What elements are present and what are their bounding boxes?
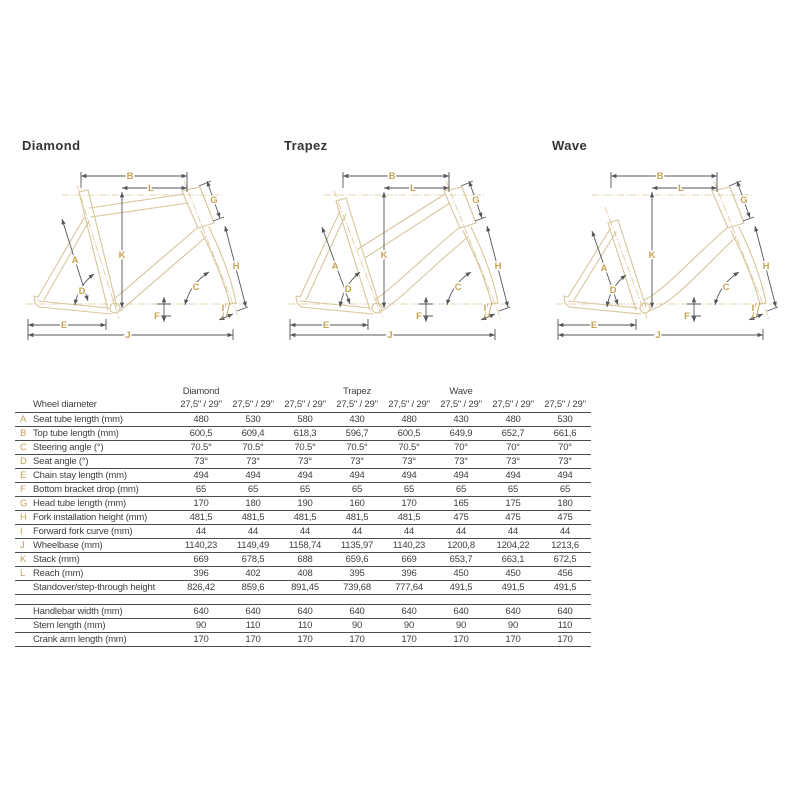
components-table-body: [15, 605, 591, 647]
value-cell: 480: [383, 413, 435, 427]
row-label-cell: [15, 398, 175, 413]
frame-type-header-cell: [487, 386, 539, 398]
wheel-diameter-cell: 27,5" / 29": [383, 398, 435, 413]
value-cell: 640: [435, 605, 487, 619]
dim-label-e: E: [60, 320, 68, 331]
row-label-cell: [15, 567, 175, 581]
value-cell: 530: [539, 413, 591, 427]
dim-label-g: G: [210, 195, 218, 206]
dim-label-i: I: [483, 303, 487, 314]
value-cell: 408: [279, 567, 331, 581]
value-cell: 1140,23: [383, 539, 435, 553]
row-label-cell: [15, 619, 175, 633]
dim-label-a: A: [331, 261, 339, 272]
value-cell: 160: [331, 497, 383, 511]
frame-type-header-cell: Wave: [449, 386, 473, 397]
value-cell: 165: [435, 497, 487, 511]
value-cell: 826,42: [175, 581, 227, 595]
row-label-cell: [15, 525, 175, 539]
value-cell: 640: [227, 605, 279, 619]
row-label-cell: [15, 455, 175, 469]
dim-label-l: L: [148, 183, 154, 194]
dim-label-f: F: [416, 311, 422, 322]
value-cell: 190: [279, 497, 331, 511]
value-cell: 1204,22: [487, 539, 539, 553]
row-label-cell: [15, 511, 175, 525]
value-cell: 640: [279, 605, 331, 619]
value-cell: 777,64: [383, 581, 435, 595]
diagram-title-diamond: Diamond: [22, 138, 81, 153]
value-cell: 494: [383, 469, 435, 483]
value-cell: 65: [279, 483, 331, 497]
value-cell: 170: [487, 633, 539, 647]
value-cell: 90: [487, 619, 539, 633]
value-cell: 494: [539, 469, 591, 483]
value-cell: 640: [539, 605, 591, 619]
table-row: [15, 469, 591, 483]
value-cell: 739,68: [331, 581, 383, 595]
dim-label-b: B: [126, 171, 134, 182]
value-cell: 65: [487, 483, 539, 497]
value-cell: 170: [279, 633, 331, 647]
value-cell: 530: [227, 413, 279, 427]
value-cell: 73°: [331, 455, 383, 469]
value-cell: 1200,8: [435, 539, 487, 553]
value-cell: 73°: [279, 455, 331, 469]
value-cell: 640: [331, 605, 383, 619]
row-letter: D: [20, 456, 27, 467]
value-cell: 70.5°: [227, 441, 279, 455]
value-cell: 1149,49: [227, 539, 279, 553]
wheel-diameter-cell: 27,5" / 29": [331, 398, 383, 413]
diagram-wave: [548, 138, 788, 356]
value-cell: 494: [227, 469, 279, 483]
value-cell: 678,5: [227, 553, 279, 567]
value-cell: 481,5: [331, 511, 383, 525]
value-cell: 480: [175, 413, 227, 427]
value-cell: 90: [383, 619, 435, 633]
value-cell: 44: [279, 525, 331, 539]
value-cell: 44: [435, 525, 487, 539]
row-label-cell: [15, 581, 175, 595]
row-label: Top tube length (mm): [33, 428, 119, 439]
dim-label-h: H: [762, 261, 770, 272]
value-cell: 70°: [539, 441, 591, 455]
table-row: [15, 511, 591, 525]
row-label: Fork installation height (mm): [33, 512, 148, 523]
value-cell: 609,4: [227, 427, 279, 441]
dim-label-g: G: [472, 195, 480, 206]
value-cell: 669: [175, 553, 227, 567]
row-letter: E: [20, 470, 27, 481]
value-cell: 659,6: [331, 553, 383, 567]
wheel-diameter-cell: 27,5" / 29": [279, 398, 331, 413]
table-row: [15, 633, 591, 647]
row-letter: I: [20, 526, 23, 537]
table-row: [15, 581, 591, 595]
dim-label-c: C: [192, 282, 200, 293]
dim-label-b: B: [656, 171, 664, 182]
value-cell: 494: [279, 469, 331, 483]
row-letter: C: [20, 442, 27, 453]
value-cell: 170: [435, 633, 487, 647]
dim-label-j: J: [125, 330, 131, 341]
row-label: Wheelbase (mm): [33, 540, 103, 551]
value-cell: 90: [435, 619, 487, 633]
dim-label-j: J: [655, 330, 661, 341]
value-cell: 475: [539, 511, 591, 525]
geometry-table-body: [15, 413, 591, 595]
row-letter: K: [20, 554, 27, 565]
value-cell: 73°: [383, 455, 435, 469]
dim-label-i: I: [751, 303, 755, 314]
row-label: Forward fork curve (mm): [33, 526, 133, 537]
value-cell: 44: [539, 525, 591, 539]
dim-label-k: K: [380, 250, 388, 261]
dim-label-e: E: [322, 320, 330, 331]
geometry-table: [15, 386, 591, 595]
trapez-frame-diagram: [280, 159, 515, 356]
value-cell: 663,1: [487, 553, 539, 567]
row-label-cell: [15, 633, 175, 647]
value-cell: 73°: [539, 455, 591, 469]
value-cell: 649,9: [435, 427, 487, 441]
value-cell: 618,3: [279, 427, 331, 441]
value-cell: 402: [227, 567, 279, 581]
row-label: Steering angle (°): [33, 442, 104, 453]
value-cell: 70.5°: [331, 441, 383, 455]
table-row: [15, 441, 591, 455]
dim-label-j: J: [387, 330, 393, 341]
row-label-cell: [15, 553, 175, 567]
dim-label-g: G: [740, 195, 748, 206]
dim-label-h: H: [232, 261, 240, 272]
row-label: Standover/step-through height: [33, 582, 156, 593]
row-letter: B: [20, 428, 27, 439]
value-cell: 475: [487, 511, 539, 525]
value-cell: 70°: [487, 441, 539, 455]
value-cell: 70.5°: [175, 441, 227, 455]
row-label-cell: [15, 497, 175, 511]
dim-label-l: L: [410, 183, 416, 194]
value-cell: 596,7: [331, 427, 383, 441]
value-cell: 640: [383, 605, 435, 619]
value-cell: 580: [279, 413, 331, 427]
dim-label-d: D: [344, 284, 352, 295]
value-cell: 44: [331, 525, 383, 539]
table-row: [15, 413, 591, 427]
row-label: Handlebar width (mm): [33, 606, 123, 617]
value-cell: 653,7: [435, 553, 487, 567]
row-letter: F: [20, 484, 26, 495]
value-cell: 70.5°: [383, 441, 435, 455]
row-label-cell: [15, 605, 175, 619]
value-cell: 175: [487, 497, 539, 511]
value-cell: 640: [487, 605, 539, 619]
value-cell: 73°: [435, 455, 487, 469]
row-label: Reach (mm): [33, 568, 84, 579]
value-cell: 110: [279, 619, 331, 633]
value-cell: 640: [175, 605, 227, 619]
table-row: [15, 483, 591, 497]
wheel-diameter-cell: 27,5" / 29": [539, 398, 591, 413]
value-cell: 480: [487, 413, 539, 427]
value-cell: 456: [539, 567, 591, 581]
value-cell: 110: [539, 619, 591, 633]
row-label: Stem length (mm): [33, 620, 106, 631]
value-cell: 652,7: [487, 427, 539, 441]
dim-label-c: C: [722, 282, 730, 293]
components-table: [15, 604, 591, 647]
wheel-diameter-cell: 27,5" / 29": [227, 398, 279, 413]
value-cell: 430: [435, 413, 487, 427]
table-row: [15, 455, 591, 469]
table-row: [15, 605, 591, 619]
value-cell: 450: [435, 567, 487, 581]
frame-outline: [34, 187, 236, 314]
value-cell: 494: [435, 469, 487, 483]
dim-label-f: F: [154, 311, 160, 322]
value-cell: 65: [539, 483, 591, 497]
value-cell: 396: [175, 567, 227, 581]
value-cell: 600,5: [383, 427, 435, 441]
value-cell: 494: [487, 469, 539, 483]
row-label: Seat angle (°): [33, 456, 89, 467]
value-cell: 44: [487, 525, 539, 539]
value-cell: 600,5: [175, 427, 227, 441]
value-cell: 65: [383, 483, 435, 497]
table-row: [15, 539, 591, 553]
frame-type-header-cell: [539, 386, 591, 398]
frame-type-header-cell: [279, 386, 331, 398]
row-label: Head tube length (mm): [33, 498, 126, 509]
geometry-section: [15, 386, 591, 647]
value-cell: 475: [435, 511, 487, 525]
row-letter: G: [20, 498, 28, 509]
value-cell: 170: [227, 633, 279, 647]
wheel-diameter-cell: 27,5" / 29": [435, 398, 487, 413]
value-cell: 180: [227, 497, 279, 511]
frame-type-header-cell: Diamond: [182, 386, 220, 397]
value-cell: 494: [175, 469, 227, 483]
value-cell: 494: [331, 469, 383, 483]
row-letter: H: [20, 512, 27, 523]
dim-label-d: D: [609, 285, 617, 296]
value-cell: 669: [383, 553, 435, 567]
value-cell: 170: [383, 633, 435, 647]
value-cell: 65: [331, 483, 383, 497]
table-row: [15, 553, 591, 567]
value-cell: 65: [227, 483, 279, 497]
table-row: [15, 619, 591, 633]
diagram-title-trapez: Trapez: [284, 138, 328, 153]
value-cell: 481,5: [175, 511, 227, 525]
dim-label-h: H: [494, 261, 502, 272]
value-cell: 395: [331, 567, 383, 581]
wheel-diameter-cell: 27,5" / 29": [175, 398, 227, 413]
row-label: Stack (mm): [33, 554, 80, 565]
value-cell: 90: [331, 619, 383, 633]
value-cell: 859,6: [227, 581, 279, 595]
table-row: [15, 497, 591, 511]
row-label: Seat tube length (mm): [33, 414, 123, 425]
value-cell: 170: [331, 633, 383, 647]
row-label: Wheel diameter: [33, 399, 97, 410]
value-cell: 73°: [175, 455, 227, 469]
dim-label-k: K: [648, 250, 656, 261]
value-cell: 1135,97: [331, 539, 383, 553]
dim-label-d: D: [78, 286, 86, 297]
row-label: Bottom bracket drop (mm): [33, 484, 139, 495]
row-label-cell: [15, 427, 175, 441]
dim-label-b: B: [388, 171, 396, 182]
dim-label-c: C: [454, 282, 462, 293]
wave-frame-diagram: [548, 159, 783, 356]
value-cell: 65: [175, 483, 227, 497]
value-cell: 170: [175, 497, 227, 511]
value-cell: 73°: [227, 455, 279, 469]
diagram-trapez: [280, 138, 520, 356]
table-row: [15, 567, 591, 581]
row-letter: J: [20, 540, 25, 551]
row-label-cell: [15, 441, 175, 455]
value-cell: 44: [383, 525, 435, 539]
value-cell: 450: [487, 567, 539, 581]
group-header-spacer: [15, 386, 175, 398]
row-label-cell: [15, 413, 175, 427]
row-letter: A: [20, 414, 27, 425]
value-cell: 70.5°: [279, 441, 331, 455]
row-label-cell: [15, 469, 175, 483]
table-row: [15, 427, 591, 441]
value-cell: 1213,6: [539, 539, 591, 553]
value-cell: 70°: [435, 441, 487, 455]
wheel-diameter-cell: 27,5" / 29": [487, 398, 539, 413]
value-cell: 396: [383, 567, 435, 581]
frame-type-header-cell: [227, 386, 279, 398]
value-cell: 44: [175, 525, 227, 539]
dim-label-f: F: [684, 311, 690, 322]
row-label-cell: [15, 539, 175, 553]
value-cell: 672,5: [539, 553, 591, 567]
value-cell: 110: [227, 619, 279, 633]
frame-outline: [564, 187, 766, 314]
value-cell: 65: [435, 483, 487, 497]
frame-type-header-cell: Trapez: [342, 386, 371, 397]
dim-label-e: E: [590, 320, 598, 331]
value-cell: 170: [175, 633, 227, 647]
value-cell: 180: [539, 497, 591, 511]
value-cell: 170: [539, 633, 591, 647]
diagram-title-wave: Wave: [552, 138, 588, 153]
value-cell: 891,45: [279, 581, 331, 595]
dim-label-k: K: [118, 250, 126, 261]
dim-label-a: A: [600, 263, 608, 274]
dim-label-i: I: [221, 303, 225, 314]
value-cell: 1140,23: [175, 539, 227, 553]
frame-type-header-row: [15, 386, 591, 398]
frame-type-header-cell: [383, 386, 435, 398]
value-cell: 90: [175, 619, 227, 633]
geometry-table-head: [15, 386, 591, 413]
row-letter: L: [20, 568, 26, 579]
wheel-diameter-row: [15, 398, 591, 413]
row-label: Chain stay length (mm): [33, 470, 127, 481]
value-cell: 44: [227, 525, 279, 539]
row-label-cell: [15, 483, 175, 497]
table-row: [15, 525, 591, 539]
dim-label-l: L: [678, 183, 684, 194]
value-cell: 430: [331, 413, 383, 427]
value-cell: 491,5: [539, 581, 591, 595]
value-cell: 491,5: [435, 581, 487, 595]
value-cell: 1158,74: [279, 539, 331, 553]
diagram-diamond: [18, 138, 258, 356]
frame-outline: [296, 187, 498, 314]
value-cell: 688: [279, 553, 331, 567]
value-cell: 481,5: [383, 511, 435, 525]
value-cell: 481,5: [227, 511, 279, 525]
dim-label-a: A: [71, 255, 79, 266]
value-cell: 170: [383, 497, 435, 511]
value-cell: 73°: [487, 455, 539, 469]
diamond-frame-diagram: [18, 159, 253, 356]
value-cell: 661,6: [539, 427, 591, 441]
value-cell: 491,5: [487, 581, 539, 595]
value-cell: 481,5: [279, 511, 331, 525]
row-label: Crank arm length (mm): [33, 634, 127, 645]
